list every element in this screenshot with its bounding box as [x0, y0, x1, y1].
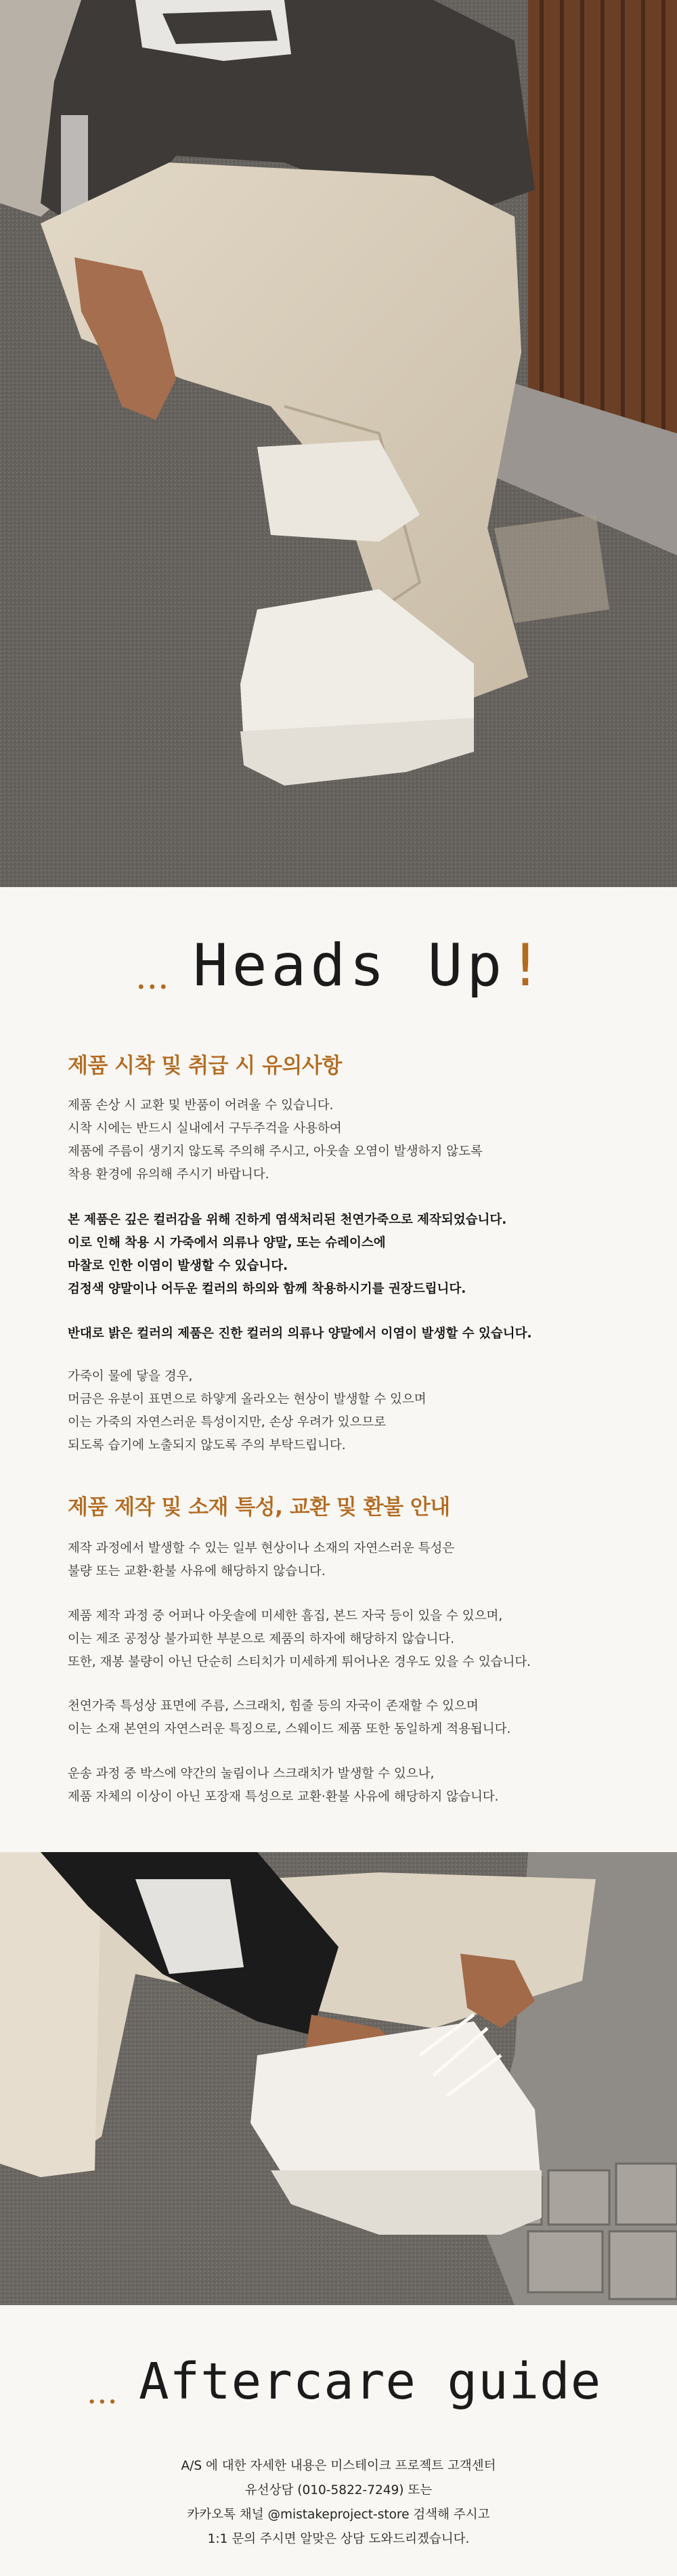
text-line: 이는 제조 공정상 불가피한 부분으로 제품의 하자에 해당하지 않습니다. [68, 1632, 455, 1646]
text-line: 검정색 양말이나 어두운 컬러의 하의와 함께 착용하시기를 권장드립니다. [68, 1282, 466, 1296]
text-line: 본 제품은 깊은 컬러감을 위해 진하게 염색처리된 천연가죽으로 제작되었습니다. [68, 1213, 507, 1227]
text-line: 반대로 밝은 컬러의 제품은 진한 컬러의 의류나 양말에서 이염이 발생할 수 있습니다. [68, 1327, 532, 1341]
text-line: A/S 에 대한 자세한 내용은 미스테이크 프로젝트 고객센터 [181, 2459, 496, 2473]
section1-paragraph-4 [68, 1365, 623, 1457]
text-line: 착용 환경에 유의해 주시기 바랍니다. [68, 1167, 269, 1182]
section1-paragraph-3 [68, 1323, 623, 1346]
heads-up-lettering [122, 918, 555, 1012]
text-line: 제품에 주름이 생기지 않도록 주의해 주시고, 아웃솔 오염이 발생하지 않도록 [68, 1144, 483, 1159]
heads-up-mark: ! [508, 932, 543, 1000]
aftercare-lettering [0, 2339, 677, 2427]
section2-title: 제품 제작 및 소재 특성, 교환 및 환불 안내 [68, 1495, 450, 1520]
section1-paragraph-2 [68, 1209, 623, 1301]
text-line: 이는 소재 본연의 자연스러운 특징으로, 스웨이드 제품 또한 동일하게 적용됩니다. [68, 1722, 511, 1736]
text-line: 제작 과정에서 발생할 수 있는 일부 현상이나 소재의 자연스러운 특성은 [68, 1541, 455, 1555]
section2-paragraph-3 [68, 1695, 623, 1741]
text-line: 머금은 유분이 표면으로 하얗게 올라오는 현상이 발생할 수 있으며 [68, 1392, 427, 1407]
lacing-photo [0, 1852, 677, 2305]
aftercare-contact [0, 2454, 677, 2552]
text-line: 제품 자체의 이상이 아닌 포장재 특성으로 교환·환불 사유에 해당하지 않습니다. [68, 1790, 499, 1804]
text-line: 제품 손상 시 교환 및 반품이 어려울 수 있습니다. [68, 1098, 334, 1113]
heads-up-word: Heads Up [193, 932, 506, 1000]
aftercare-section [0, 2305, 677, 2576]
text-line: 마찰로 인한 이염이 발생할 수 있습니다. [68, 1259, 288, 1273]
section1-paragraph-1 [68, 1094, 623, 1186]
text-line: 시착 시에는 반드시 실내에서 구두주걱을 사용하여 [68, 1121, 342, 1136]
notice-section [0, 887, 677, 1852]
text-line: 유선상담 (010-5822-7249) 또는 [244, 2483, 433, 2497]
heads-up-dots: ... [135, 957, 169, 997]
section2-paragraph-4 [68, 1763, 623, 1809]
text-line: 1:1 문의 주시면 알맞은 상담 도와드리겠습니다. [207, 2532, 470, 2546]
section2-paragraph-2 [68, 1605, 623, 1674]
hero-photo-illustration [0, 0, 677, 887]
text-line: 이는 가죽의 자연스러운 특성이지만, 손상 우려가 있으므로 [68, 1415, 387, 1430]
section1-title: 제품 시착 및 취급 시 유의사항 [68, 1054, 342, 1078]
text-line: 되도록 습기에 노출되지 않도록 주의 부탁드립니다. [68, 1438, 346, 1453]
text-line: 제품 제작 과정 중 어퍼나 아웃솔에 미세한 흠집, 본드 자국 등이 있을 수 있으며, [68, 1609, 503, 1623]
text-line: 천연가죽 특성상 표면에 주름, 스크래치, 힘줄 등의 자국이 존재할 수 있으며 [68, 1699, 479, 1713]
text-line: 이로 인해 착용 시 가죽에서 의류나 양말, 또는 슈레이스에 [68, 1236, 386, 1250]
text-line: 불량 또는 교환·환불 사유에 해당하지 않습니다. [68, 1564, 326, 1579]
lacing-photo-illustration [0, 1852, 677, 2305]
text-line: 운송 과정 중 박스에 약간의 눌림이나 스크래치가 발생할 수 있으나, [68, 1767, 435, 1781]
heads-up-heading [0, 918, 677, 1012]
section2-paragraph-1 [68, 1537, 623, 1583]
text-line: 또한, 재봉 불량이 아닌 단순히 스티치가 미세하게 튀어나온 경우도 있을 수 있습니다. [68, 1655, 531, 1669]
aftercare-word: Aftercare guide [139, 2353, 602, 2411]
aftercare-dots: ... [87, 2374, 118, 2411]
text-line: 카카오톡 채널 @mistakeproject-store 검색해 주시고 [187, 2508, 490, 2522]
text-line: 가죽이 물에 닿을 경우, [68, 1369, 193, 1383]
hero-photo-crouching [0, 0, 677, 887]
